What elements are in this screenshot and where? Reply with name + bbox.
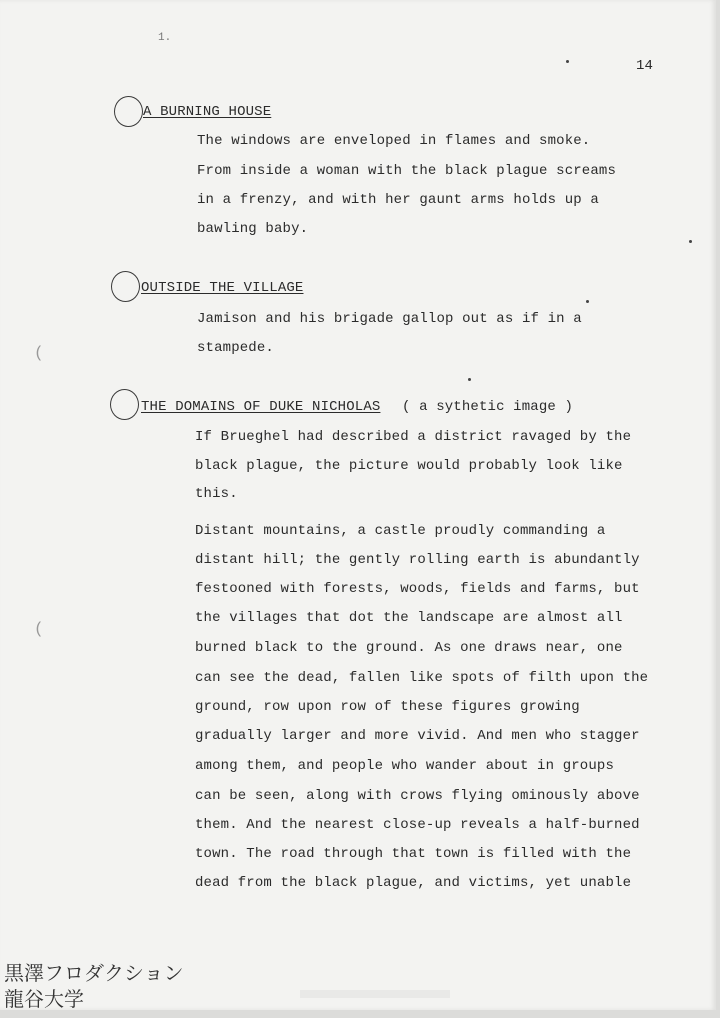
watermark-line-2: 龍谷大学 [4, 987, 84, 1011]
text-line: burned black to the ground. As one draws near, one [195, 640, 623, 656]
corner-mark: 1. [158, 32, 172, 44]
text-line: in a frenzy, and with her gaunt arms holds up a [197, 192, 599, 208]
text-line: among them, and people who wander about in groups [195, 758, 615, 774]
scene-heading-domains: THE DOMAINS OF DUKE NICHOLAS [141, 399, 381, 415]
scan-speck [468, 378, 471, 381]
text-line: dead from the black plague, and victims, yet unable [195, 875, 632, 891]
text-line: ground, row upon row of these figures growing [195, 699, 580, 715]
text-line: bawling baby. [197, 221, 309, 237]
text-line: black plague, the picture would probably look like [195, 458, 623, 474]
scan-mark: ( [34, 620, 44, 638]
text-line: Jamison and his brigade gallop out as if in a [197, 311, 582, 327]
text-line: can be seen, along with crows flying ominously above [195, 788, 640, 804]
text-line: gradually larger and more vivid. And men who stagger [195, 728, 640, 744]
text-line: distant hill; the gently rolling earth is abundantly [195, 552, 640, 568]
text-line: festooned with forests, woods, fields and farms, but [195, 581, 640, 597]
scan-mark: ( [34, 344, 44, 362]
text-line: this. [195, 486, 238, 502]
text-line: If Brueghel had described a district ravaged by the [195, 429, 632, 445]
watermark-footer [4, 960, 184, 1012]
text-line: Distant mountains, a castle proudly commanding a [195, 523, 606, 539]
watermark-line-1: 黒澤フロダクション [4, 961, 184, 985]
punch-hole-icon [110, 389, 139, 420]
text-line: The windows are enveloped in flames and smoke. [197, 133, 591, 149]
scene-heading-burning-house: A BURNING HOUSE [143, 104, 272, 120]
text-line: them. And the nearest close-up reveals a half-burned [195, 817, 640, 833]
punch-hole-icon [114, 96, 143, 127]
page-number: 14 [636, 58, 654, 74]
text-line: town. The road through that town is filled with the [195, 846, 632, 862]
text-line: the villages that dot the landscape are almost all [195, 610, 623, 626]
text-line: From inside a woman with the black plague screams [197, 163, 617, 179]
scan-bleed [300, 990, 450, 998]
punch-hole-icon [111, 271, 140, 302]
text-line: can see the dead, fallen like spots of filth upon the [195, 670, 649, 686]
scan-speck [586, 300, 589, 303]
scene-heading-note: ( a sythetic image ) [402, 399, 574, 415]
scan-speck [566, 60, 569, 63]
text-line: stampede. [197, 340, 274, 356]
scene-heading-outside-village: OUTSIDE THE VILLAGE [141, 280, 304, 296]
scan-speck [689, 240, 692, 243]
